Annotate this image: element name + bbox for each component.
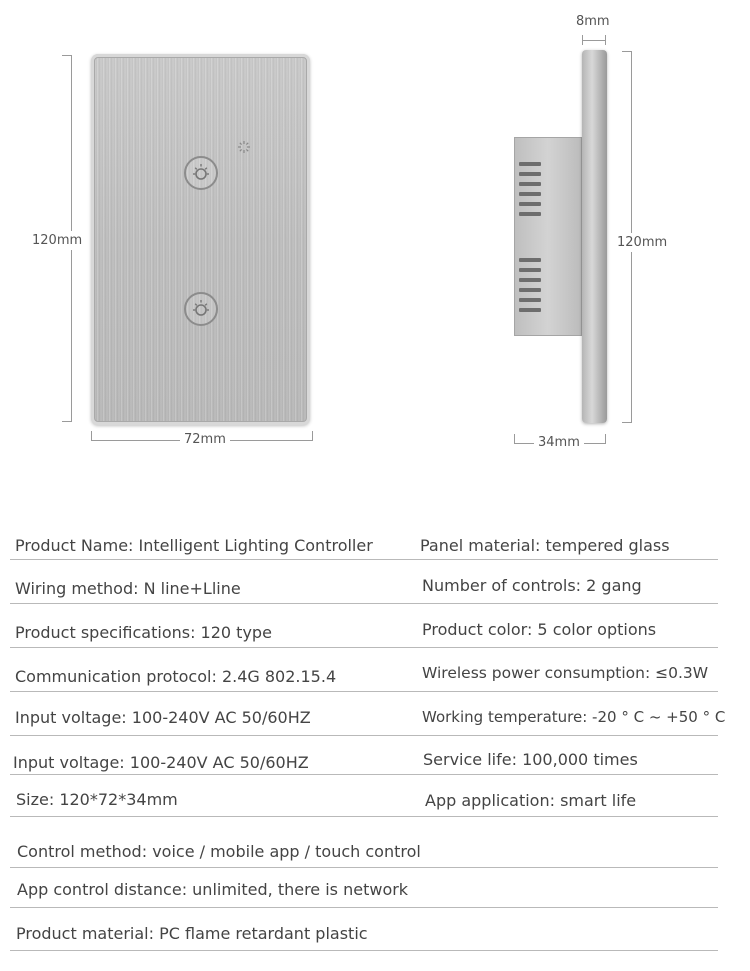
vent-slot — [519, 278, 541, 282]
vent-slot — [519, 202, 541, 206]
side-plate-depth-line — [582, 40, 606, 41]
light-bulb-icon — [190, 298, 212, 320]
row-divider — [10, 867, 718, 868]
switch-side-plate — [582, 50, 607, 423]
spec-product-name: Product Name: Intelligent Lighting Controller — [15, 536, 373, 555]
spec-wiring-method: Wiring method: N line+Lline — [15, 579, 241, 598]
side-plate-depth-left-tick — [582, 35, 583, 45]
front-height-line-bottom-tick — [62, 421, 72, 422]
spec-product-material: Product material: PC flame retardant plastic — [16, 924, 368, 943]
vent-slot — [519, 308, 541, 312]
side-depth-left-tick — [514, 434, 515, 444]
row-divider — [10, 647, 718, 648]
row-divider — [10, 950, 718, 951]
vent-slot — [519, 288, 541, 292]
side-plate-depth-label: 8mm — [576, 14, 610, 29]
row-divider — [10, 735, 718, 736]
spec-input-voltage-2: Input voltage: 100-240V AC 50/60HZ — [13, 753, 309, 772]
spec-communication-protocol: Communication protocol: 2.4G 802.15.4 — [15, 667, 337, 686]
side-height-line-bottom-tick — [622, 422, 632, 423]
spec-product-color: Product color: 5 color options — [422, 620, 657, 639]
spec-service-life: Service life: 100,000 times — [423, 750, 638, 769]
spec-control-method: Control method: voice / mobile app / touch control — [17, 842, 421, 861]
front-width-line-left-tick — [91, 431, 92, 441]
vent-slot — [519, 162, 541, 166]
front-height-label: 120mm — [32, 233, 83, 248]
touch-button-1[interactable] — [184, 156, 218, 190]
spec-panel-material: Panel material: tempered glass — [420, 536, 670, 555]
spec-app-application: App application: smart life — [425, 791, 637, 810]
vent-slot — [519, 298, 541, 302]
light-bulb-icon — [190, 162, 212, 184]
vent-slot — [519, 268, 541, 272]
row-divider — [10, 816, 718, 817]
side-depth-right-tick — [605, 434, 606, 444]
vent-slot — [519, 212, 541, 216]
vent-slot — [519, 172, 541, 176]
vent-slot — [519, 192, 541, 196]
spec-wireless-power: Wireless power consumption: ≤0.3W — [422, 664, 709, 682]
spec-working-temperature: Working temperature: -20 ° C ~ +50 ° C — [422, 708, 726, 726]
spec-product-specifications: Product specifications: 120 type — [15, 623, 272, 642]
front-width-line-right-tick — [312, 431, 313, 441]
row-divider — [10, 691, 718, 692]
row-divider — [10, 603, 718, 604]
spec-app-control-distance: App control distance: unlimited, there is network — [17, 880, 409, 899]
front-width-label: 72mm — [180, 432, 230, 447]
spec-size: Size: 120*72*34mm — [16, 790, 178, 809]
vent-slot — [519, 258, 541, 262]
switch-side-housing — [514, 137, 582, 336]
touch-button-2[interactable] — [184, 292, 218, 326]
vent-slot — [519, 182, 541, 186]
row-divider — [10, 559, 718, 560]
row-divider — [10, 774, 718, 775]
spec-number-of-controls: Number of controls: 2 gang — [422, 576, 642, 595]
side-depth-label: 34mm — [534, 435, 584, 450]
spec-input-voltage-1: Input voltage: 100-240V AC 50/60HZ — [15, 708, 311, 727]
side-plate-depth-right-tick — [605, 35, 606, 45]
switch-front-panel — [91, 54, 310, 425]
row-divider — [10, 907, 718, 908]
led-indicator-icon — [237, 140, 251, 154]
side-height-label: 120mm — [617, 235, 668, 250]
product-drawing — [0, 0, 750, 470]
